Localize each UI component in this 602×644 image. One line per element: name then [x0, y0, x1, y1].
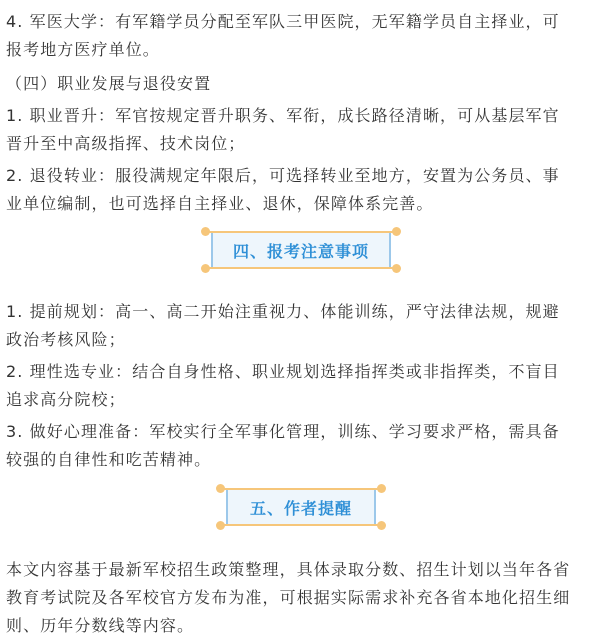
- notice-point-mental: [6, 418, 596, 474]
- subheading-career-development: [6, 70, 596, 98]
- notice-point-planning: [6, 298, 596, 354]
- text-line: 业单位编制，也可选择自主择业、退休，保障体系完善。: [6, 194, 434, 213]
- section-heading-text: 五、作者提醒: [249, 498, 352, 518]
- text-line: 本文内容基于最新军校招生政策整理，具体录取分数、招生计划以当年各省: [6, 560, 571, 579]
- author-reminder-paragraph: [6, 556, 596, 640]
- text-line: （四）职业发展与退役安置: [6, 74, 212, 93]
- text-line: 追求高分院校；: [6, 390, 126, 409]
- decorative-dot: [377, 521, 386, 530]
- decorative-dot: [201, 264, 210, 273]
- section-heading-text: 四、报考注意事项: [232, 241, 369, 261]
- text-line: 政治考核风险；: [6, 330, 126, 349]
- career-point-promotion: [6, 102, 596, 158]
- text-line: 3. 做好心理准备：军校实行全军事化管理，训练、学习要求严格，需具备: [6, 422, 560, 441]
- text-line: 4. 军医大学：有军籍学员分配至军队三甲医院，无军籍学员自主择业，可: [6, 12, 560, 31]
- notice-point-major: [6, 358, 596, 414]
- text-line: 2. 退役转业：服役满规定年限后，可选择转业至地方，安置为公务员、事: [6, 166, 560, 185]
- decorative-dot: [377, 484, 386, 493]
- text-line: 1. 提前规划：高一、高二开始注重视力、体能训练，严守法律法规，规避: [6, 302, 560, 321]
- decorative-dot: [201, 227, 210, 236]
- section-heading-reminder: [226, 490, 376, 524]
- career-point-retirement: [6, 162, 596, 218]
- section-heading-notice: [211, 233, 391, 267]
- text-line: 晋升至中高级指挥、技术岗位；: [6, 134, 246, 153]
- text-line: 2. 理性选专业：结合自身性格、职业规划选择指挥类或非指挥类，不盲目: [6, 362, 560, 381]
- career-point-military-medical: [6, 8, 596, 64]
- text-line: 1. 职业晋升：军官按规定晋升职务、军衔，成长路径清晰，可从基层军官: [6, 106, 560, 125]
- decorative-dot: [392, 264, 401, 273]
- text-line: 较强的自律性和吃苦精神。: [6, 450, 212, 469]
- decorative-dot: [392, 227, 401, 236]
- decorative-dot: [216, 521, 225, 530]
- decorative-dot: [216, 484, 225, 493]
- text-line: 教育考试院及各军校官方发布为准，可根据实际需求补充各省本地化招生细: [6, 588, 571, 607]
- text-line: 则、历年分数线等内容。: [6, 616, 195, 635]
- text-line: 报考地方医疗单位。: [6, 40, 160, 59]
